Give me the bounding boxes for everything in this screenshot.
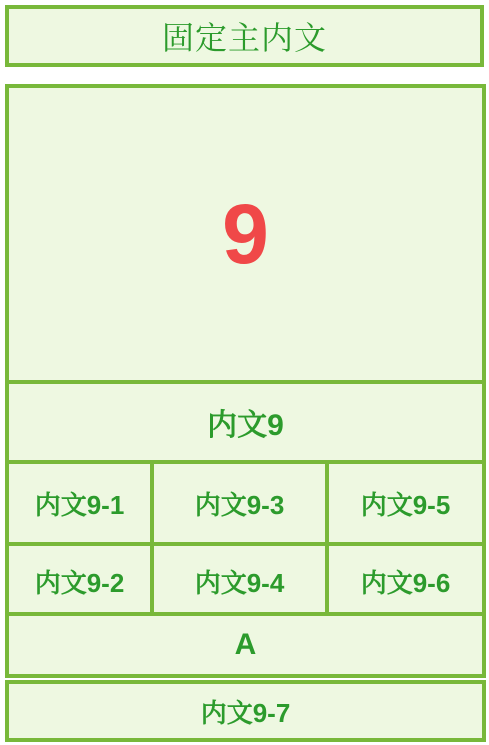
grid-cell-label: 内文9-3 [194,489,285,520]
grid-cell-label: 内文9-4 [194,567,285,598]
grid-cell-9-3 [150,460,329,546]
banner-label: A [234,628,257,661]
grid-cell-9-6 [325,542,486,620]
grid-cell-label: 内文9-2 [34,567,125,598]
footer-box [5,680,486,742]
section-box [5,380,486,464]
header-title: 固定主内文 [161,20,327,56]
grid-cell-label: 内文9-5 [360,489,451,520]
header-box [5,5,484,67]
grid-cell-9-1 [5,460,154,546]
grid-cell-9-5 [325,460,486,546]
footer-label: 内文9-7 [200,697,291,728]
banner-box [5,612,486,678]
main-number-box [5,84,486,384]
grid-cell-9-4 [150,542,329,620]
grid-cell-label: 内文9-1 [34,489,125,520]
grid-cell-9-2 [5,542,154,620]
grid-cell-label: 内文9-6 [360,567,451,598]
main-number: 9 [222,186,269,281]
section-label: 内文9 [207,409,284,442]
